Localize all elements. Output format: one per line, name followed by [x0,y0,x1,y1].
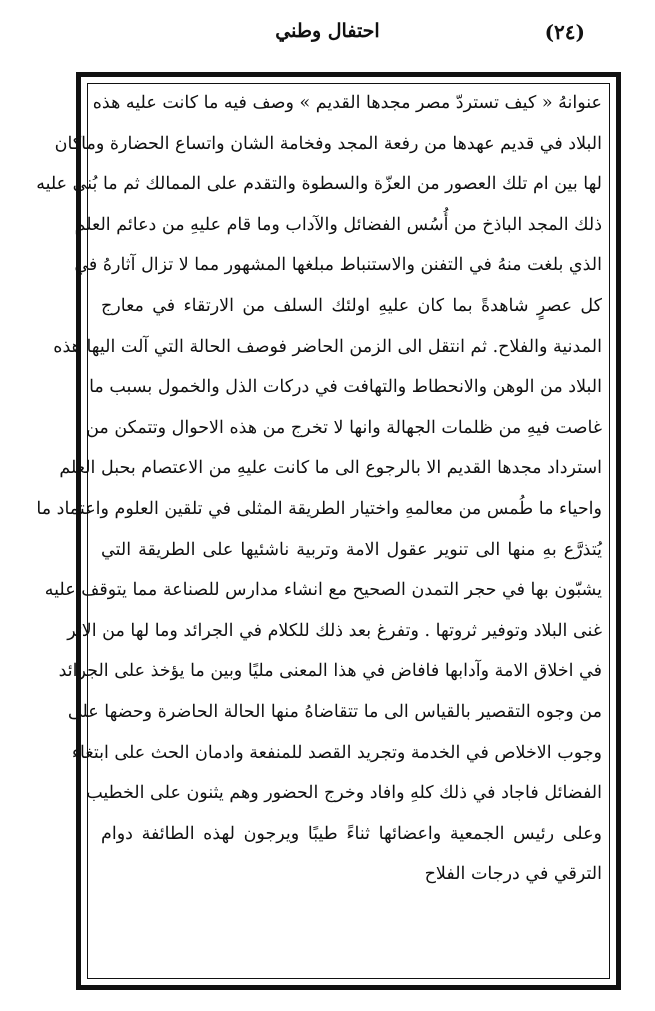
text-line: واحياء ما طُمس من معالمهِ واختيار الطريقة المثلى في تلقين العلوم واعتماد ما [36,498,602,519]
text-line: لها بين ام تلك العصور من العزّة والسطوة والتقدم على الممالك ثم ما بُني عليه [36,174,602,195]
text-line: استرداد مجدها القديم الا بالرجوع الى ما كانت عليهِ من الاعتصام بحبل العلم [59,458,602,479]
text-line: الفضائل فاجاد في ذلك كلهِ وافاد وخرج الحضور وهم يثنون على الخطيب [86,783,602,804]
text-line: عنوانهُ « كيف تستردّ مصر مجدها القديم » وصف فيه ما كانت عليه هذه [92,93,602,113]
text-line: ذلك المجد الباذخ من أُسُس الفضائل والآداب وما قام عليهِ من دعائم العلم [74,214,602,235]
text-line: المدنية والفلاح. ثم انتقل الى الزمن الحاضر فوصف الحالة التي آلت اليها هذه [53,336,602,357]
text-line: البلاد من الوهن والانحطاط والتهافت في دركات الذل والخمول بسبب ما [89,377,602,398]
text-line: كل عصرٍ شاهدةً بما كان عليهِ اولئك السلف من الارتقاء في معارج [101,295,602,316]
page-header [0,14,655,54]
text-line: يشبّون بها في حجر التمدن الصحيح مع انشاء مدارس للصناعة مما يتوقف عليه [44,580,602,601]
text-line: الترقي في درجات الفلاح [424,864,602,885]
text-line: غاصت فيهِ من ظلمات الجهالة وانها لا تخرج من هذه الاحوال وتتمكن من [86,417,602,438]
text-line: غنى البلاد وتوفير ثروتها . وتفرغ بعد ذلك للكلام في الجرائد وما لها من الاثر [67,620,602,641]
text-line: الذي بلغت منهُ في التفنن والاستنباط مبلغها المشهور مما لا تزال آثارهُ في [74,255,602,276]
text-line: وجوب الاخلاص في الخدمة وتجريد القصد للمنفعة وادمان الحث على ابتغاء [71,742,602,763]
text-line: في اخلاق الامة وآدابها فافاض في هذا المعنى مليًا وبين ما يؤخذ على الجرائد [58,661,602,682]
body-text [36,83,602,895]
text-line: يُتذرَّع بهِ منها الى تنوير عقول الامة وتربية ناشئيها على الطريقة التي [101,539,602,560]
text-line: البلاد في قديم عهدها من رفعة المجد وفخامة الشان واتساع الحضارة وماكان [54,133,602,154]
page-frame [36,72,621,990]
text-line: وعلى رئيس الجمعية واعضائها ثناءً طيبًا ويرجون لهذه الطائفة دوام [101,823,602,844]
page-number: (٢٤) [544,20,585,44]
text-line: من وجوه التقصير بالقياس الى ما تتقاضاهُ منها الحالة الحاضرة وحضها على [67,701,602,722]
running-title: احتفال وطني [275,20,380,42]
